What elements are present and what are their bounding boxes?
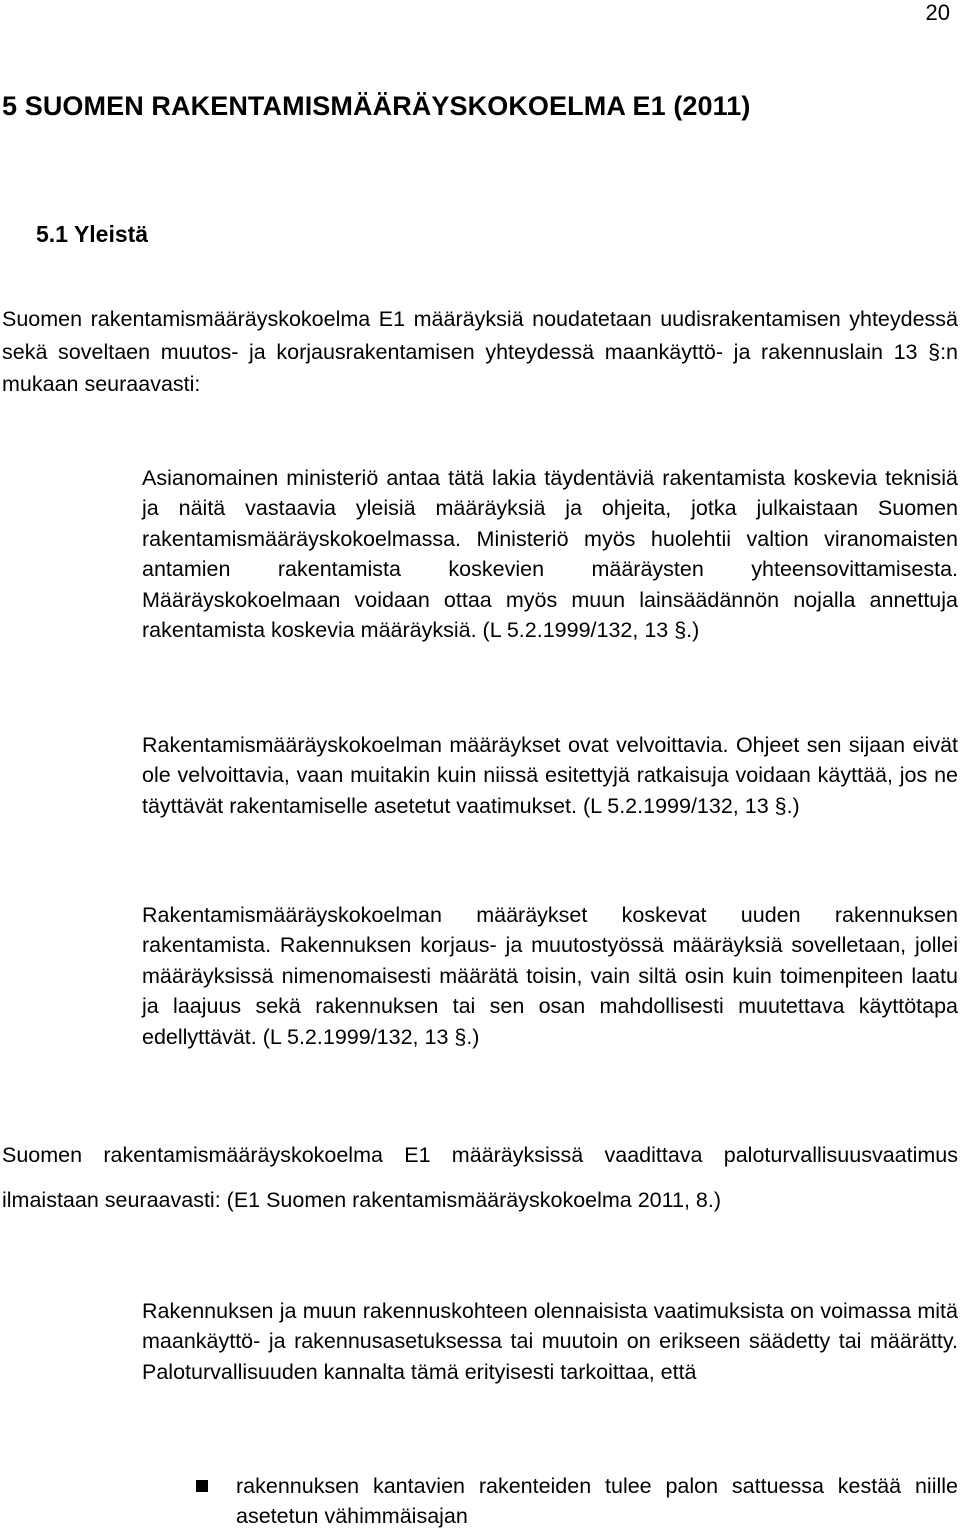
quote-paragraph-binding: Rakentamismääräyskokoelman määräykset ovat velvoittavia. Ohjeet sen sijaan eivät ole velvoittavia, vaan muitakin kuin niissä esitettyjä ratkaisuja voidaan käyttää, jos ne täyttävät rakentamiselle asetetut vaatimukset. (L 5.2.1999/132, 13 §.) [142,733,958,818]
quote-paragraph-scope: Rakentamismääräyskokoelman määräykset koskevat uuden rakennuksen rakentamista. Rakennuksen korjaus- ja muutostyössä määräyksiä sovelletaan, jollei määräyksissä nimenomaisesti määrätä toisin, vain siltä osin kuin toimenpiteen laatu ja laajuus sekä rakennuksen tai sen osan mahdollisesti muutettava käyttötapa edellyttävät. (L 5.2.1999/132, 13 §.) [142,903,958,1049]
chapter-heading: 5 SUOMEN RAKENTAMISMÄÄRÄYSKOKOELMA E1 (2011) [2,91,751,121]
bullet-list [186,1471,958,1531]
quote-paragraph-ministry: Asianomainen ministeriö antaa tätä lakia täydentäviä rakentamista koskevia teknisiä ja näitä vastaavia yleisiä määräyksiä ja ohjeita, jotka julkaistaan Suomen rakentamismääräyskokoelmassa. Ministeriö myös huolehtii valtion viranomaisten antamien rakentamista koskevien määräysten yhteensovittamisesta. Määräyskokoelmaan voidaan ottaa myös muun lainsäädännön nojalla annettuja rakentamista koskevia määräyksiä. (L 5.2.1999/132, 13 §.) [142,466,958,643]
list-item [186,1471,958,1531]
bullet-text: rakennuksen kantavien rakenteiden tulee palon sattuessa kestää niille asetetun vähimmäisajan [236,1474,958,1528]
quote-paragraph-requirements: Rakennuksen ja muun rakennuskohteen olennaisista vaatimuksista on voimassa mitä maankäyttö- ja rakennusasetuksessa tai muutoin on erikseen säädetty tai määrätty. Paloturvallisuuden kannalta tämä erityisesti tarkoittaa, että [142,1299,958,1384]
paragraph-fire-safety: Suomen rakentamismääräyskokoelma E1 määräyksissä vaadittava paloturvallisuusvaatimus ilmaistaan seuraavasti: (E1 Suomen rakentamismääräyskokoelma 2011, 8.) [2,1143,958,1212]
page-number: 20 [925,0,950,25]
section-heading: 5.1 Yleistä [36,221,149,247]
square-bullet-icon [196,1480,208,1492]
paragraph-intro: Suomen rakentamismääräyskokoelma E1 määräyksiä noudatetaan uudisrakentamisen yhteydessä sekä soveltaen muutos- ja korjausrakentamisen yhteydessä maankäyttö- ja rakennuslain 13 §:n mukaan seuraavasti: [2,307,958,396]
